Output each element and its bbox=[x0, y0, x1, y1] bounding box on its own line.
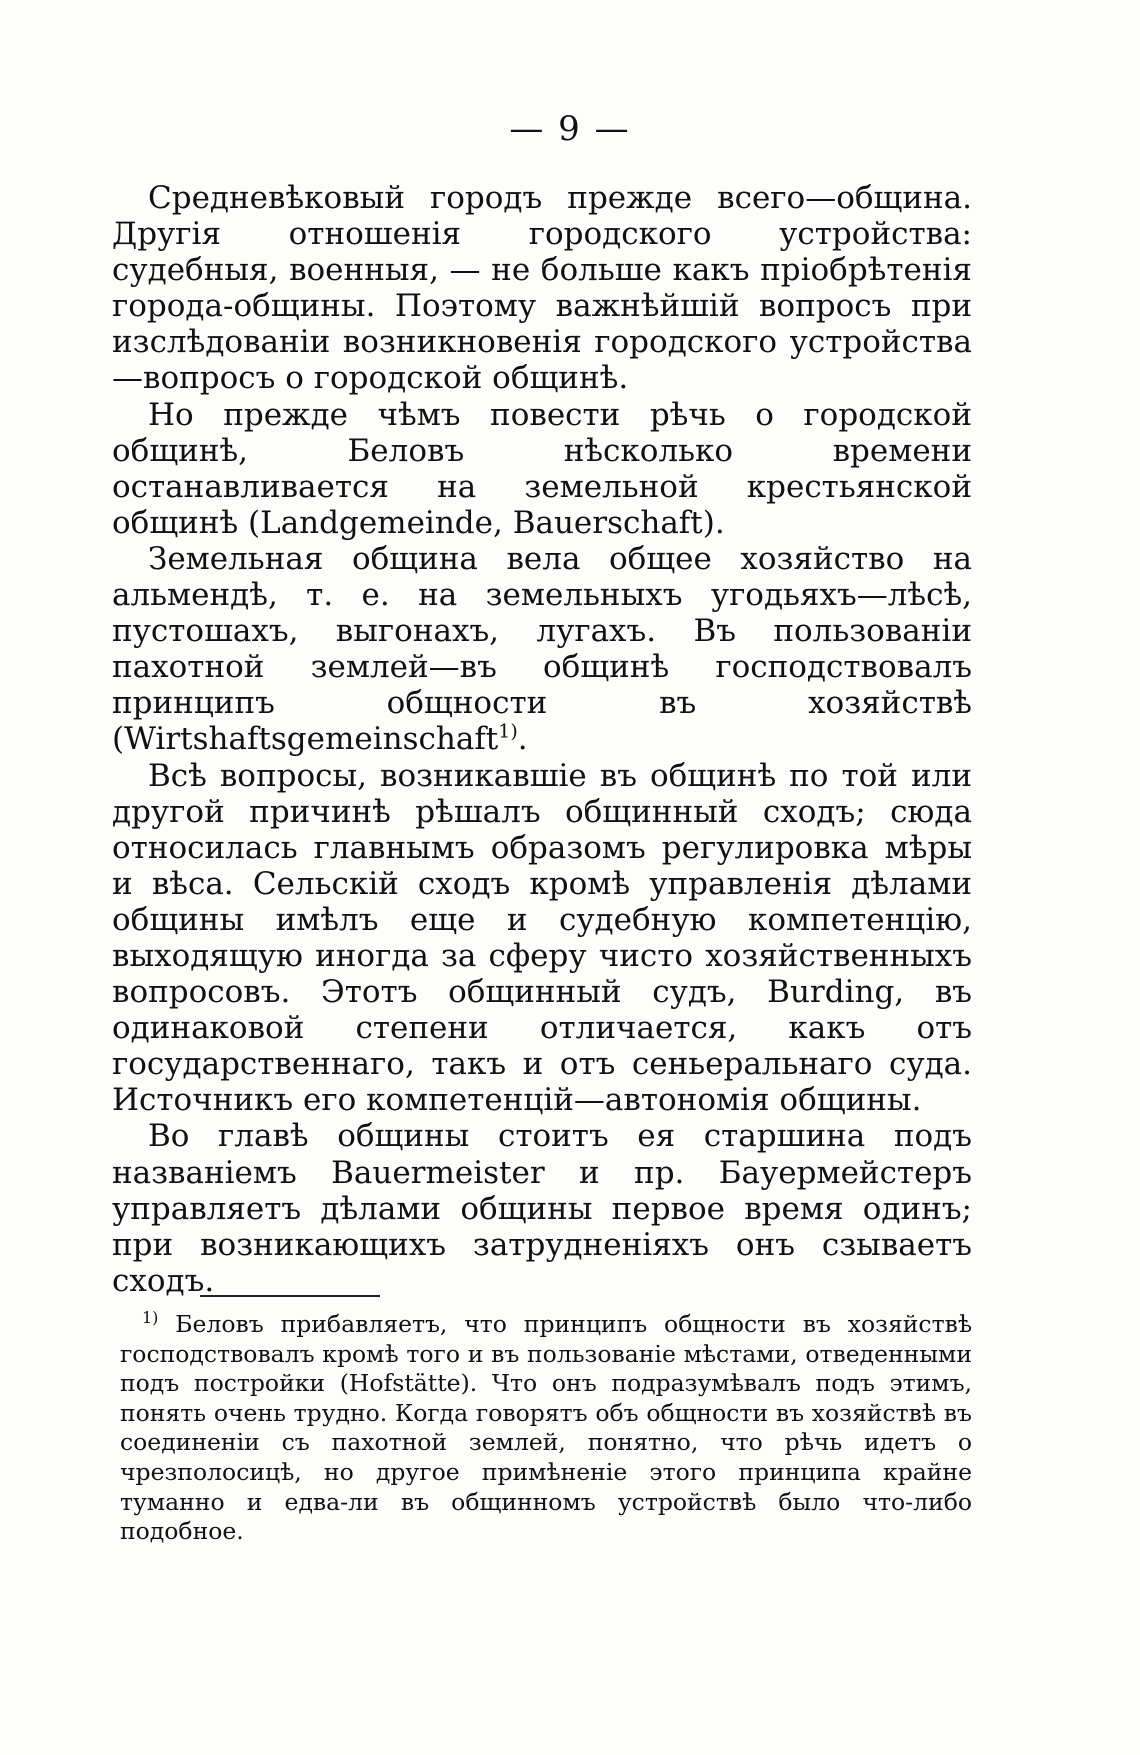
paragraph-5: Во главѣ общины стоитъ ея старшина подъ названіемъ Bauermeister и пр. Бауермейстеръ управляетъ дѣлами общины первое время одинъ; при возникающихъ затрудненіяхъ онъ сзываетъ сходъ. bbox=[112, 1118, 972, 1299]
footnote-paragraph bbox=[120, 1310, 972, 1547]
page-number: — 9 — bbox=[509, 109, 631, 149]
paragraph-3-tail: . bbox=[517, 721, 528, 758]
paragraph-4: Всѣ вопросы, возникавшіе въ общинѣ по той или другой причинѣ рѣшалъ общинный сходъ; сюда относилась главнымъ образомъ регулировка мѣры и вѣса. Сельскій сходъ кромѣ управленія дѣлами общины имѣлъ еще и судебную компетенцію, выходящую иногда за сферу чисто хозяйственныхъ вопросовъ. Этотъ общинный судъ, Burding, въ одинаковой степени отличается, какъ отъ государственнаго, такъ и отъ сеньеральнаго суда. Источникъ его компетенцій—автономія общины. bbox=[112, 757, 972, 1119]
footnote-mark: 1) bbox=[142, 1308, 159, 1328]
paragraph-3 bbox=[112, 541, 972, 758]
footnote-reference[interactable]: 1) bbox=[498, 721, 518, 744]
paragraph-1: Средневѣковый городъ прежде всего—община. Другія отношенія городского устройства: судебныя, военныя, — не больше какъ пріобрѣтенія города-общины. Поэтому важнѣйшій вопросъ при изслѣдованіи возникновенія городского устройства—вопросъ о городской общинѣ. bbox=[112, 180, 972, 397]
main-text bbox=[112, 180, 972, 1299]
footnote bbox=[120, 1310, 972, 1547]
paragraph-2: Но прежде чѣмъ повести рѣчь о городской общинѣ, Беловъ нѣсколько времени останавливается на земельной крестьянской общинѣ (Landgemeinde, Bauerschaft). bbox=[112, 396, 972, 541]
footnote-text: Беловъ прибавляетъ, что принципъ общности въ хозяйствѣ господствовалъ кромѣ того и въ пользованіе мѣстами, отведенными подъ постройки (Hofstätte). Что онъ подразумѣвалъ подъ этимъ, понять очень трудно. Когда говорятъ объ общности въ хозяйствѣ въ соединеніи съ пахотной землей, понятно, что рѣчь идетъ о чрезполосицѣ, но другое примѣненіе этого принципа крайне туманно и едва-ли въ общинномъ устройствѣ было что-либо подобное. bbox=[120, 1310, 972, 1546]
footnote-divider bbox=[200, 1295, 380, 1297]
paragraph-3-text: Земельная община вела общее хозяйство на альмендѣ, т. е. на земельныхъ угодьяхъ—лѣсѣ, пустошахъ, выгонахъ, лугахъ. Въ пользованіи пахотной землей—въ общинѣ господствовалъ принципъ общности въ хозяйствѣ (Wirtshaftsgemeinschaft bbox=[112, 540, 972, 758]
